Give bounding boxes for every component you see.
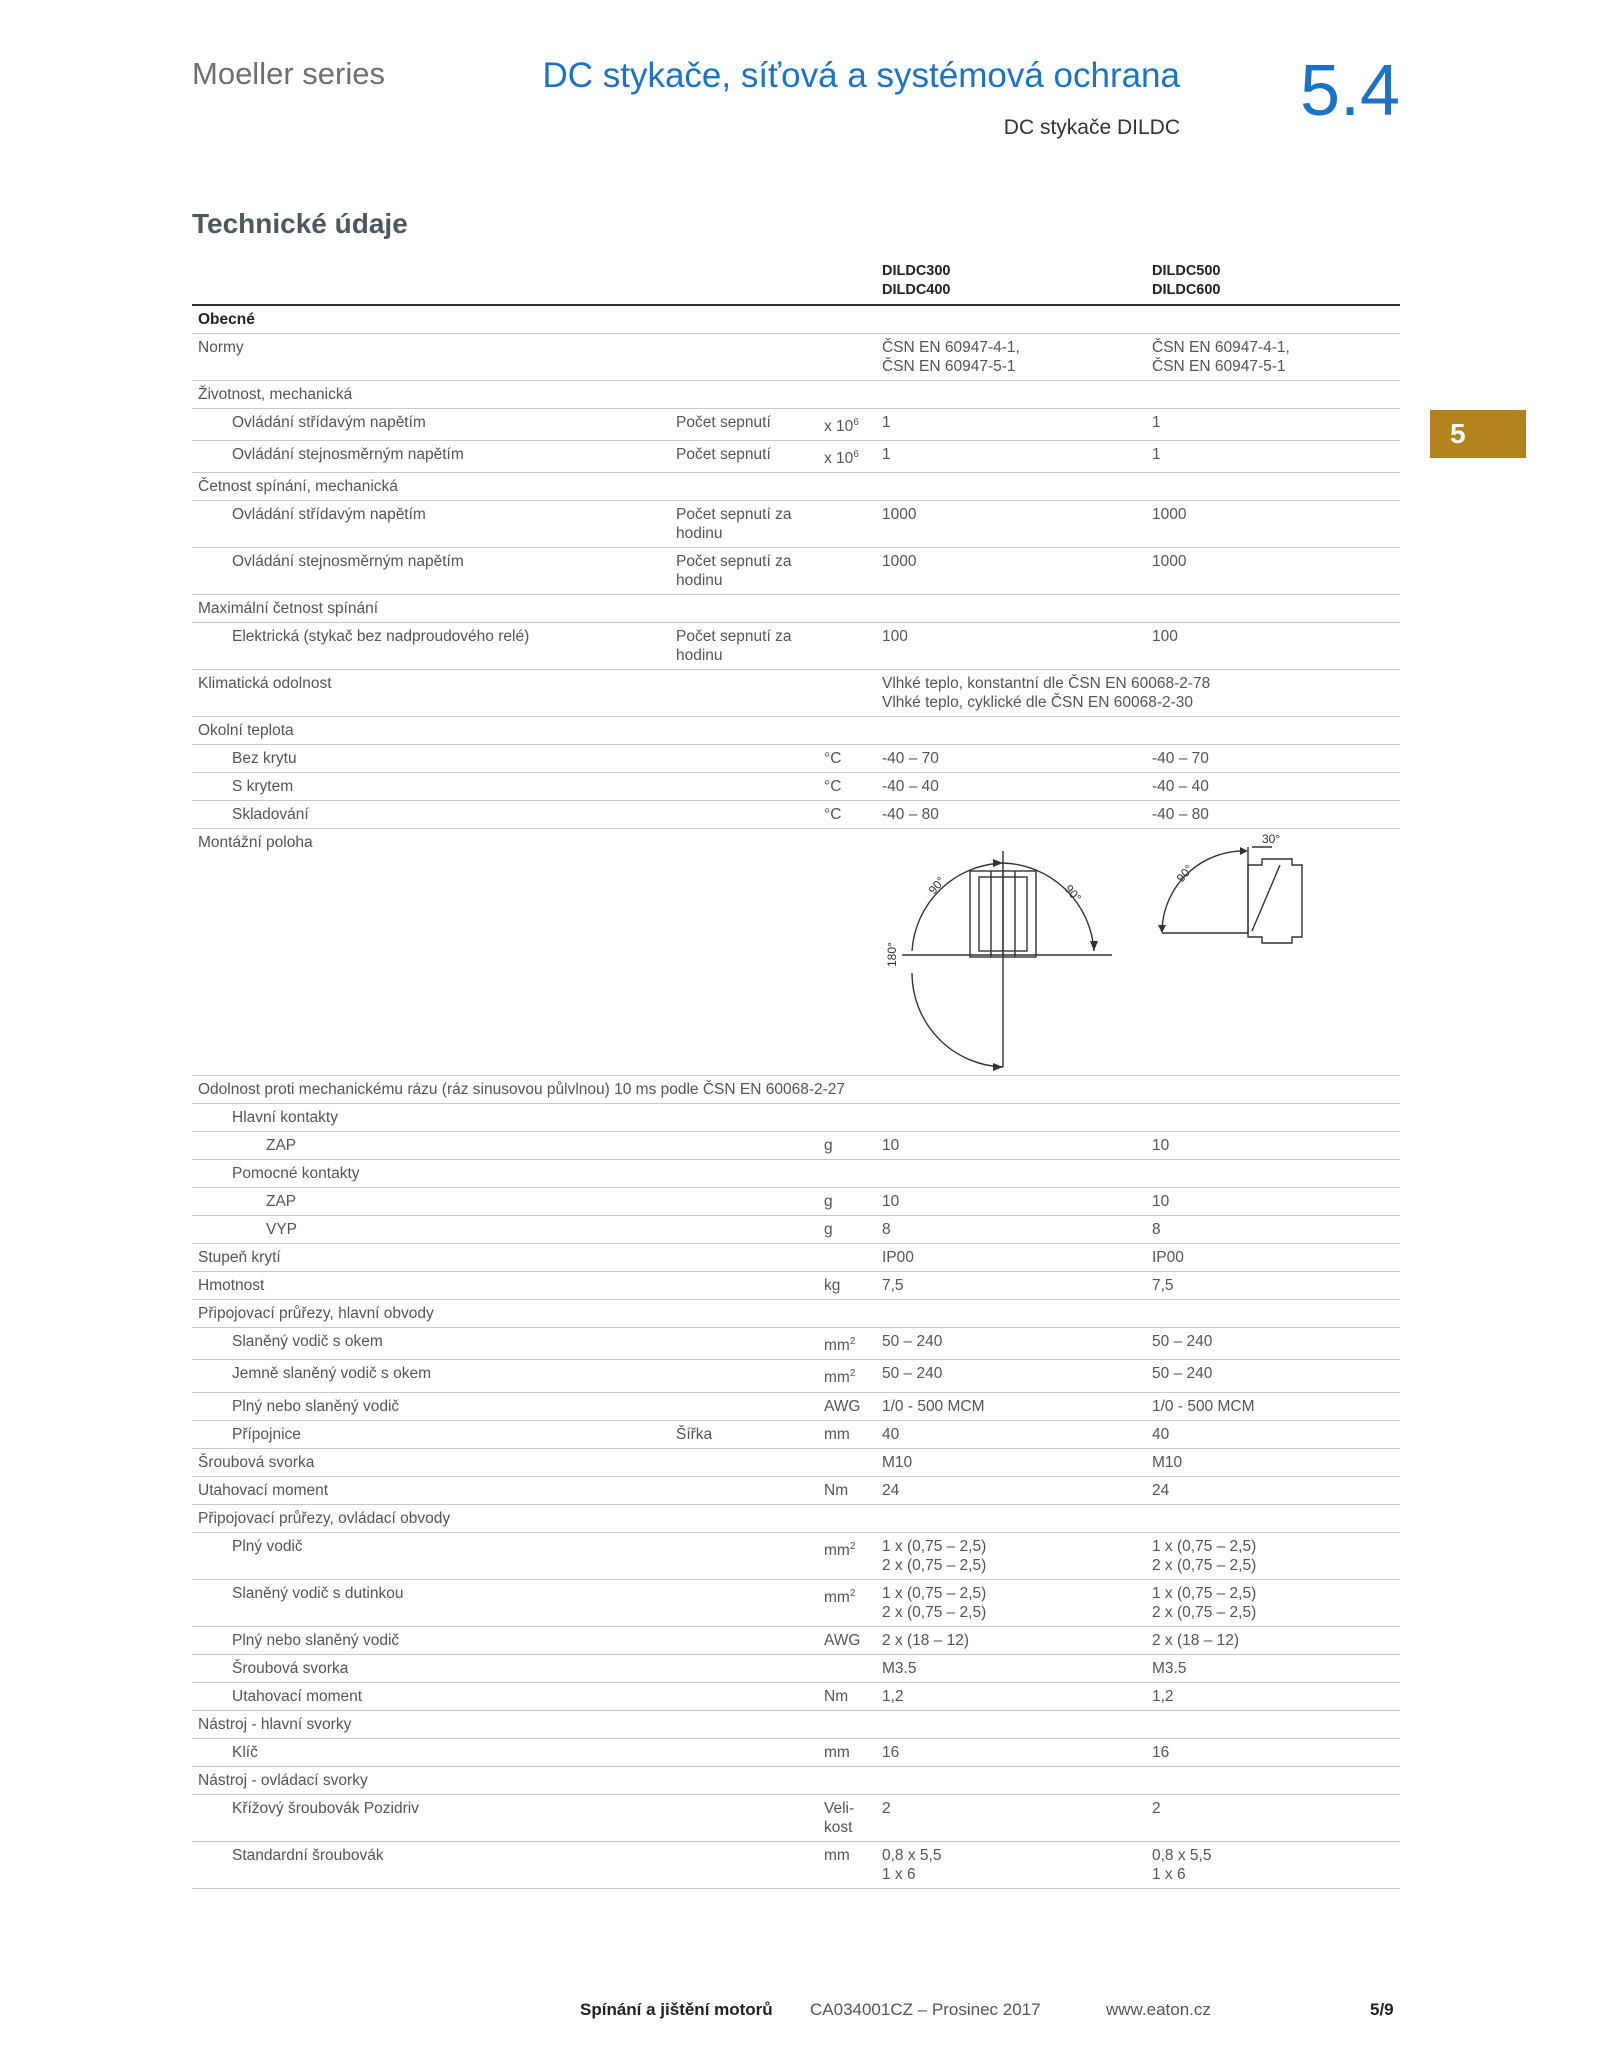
unit-text: mm <box>824 1369 850 1387</box>
unit-text: °C <box>824 750 842 768</box>
row-label: Standardní šroubovák <box>192 1841 670 1888</box>
row-label: VYP <box>192 1216 670 1244</box>
row-value-dildc500: 0,8 x 5,5 1 x 6 <box>1146 1841 1400 1888</box>
unit-text: Veli- kost <box>824 1799 855 1836</box>
row-sub <box>670 1132 818 1160</box>
row-unit <box>818 1794 876 1841</box>
row-unit <box>818 1476 876 1504</box>
row-value-dildc300: -40 – 70 <box>876 745 1146 773</box>
row-value-dildc500: 50 – 240 <box>1146 1360 1400 1392</box>
table-row <box>192 1504 1400 1532</box>
row-value-dildc500: IP00 <box>1146 1244 1400 1272</box>
column-header-dildc300: DILDC300 DILDC400 <box>876 258 1146 305</box>
unit-text: AWG <box>824 1397 861 1415</box>
row-value-dildc300 <box>876 1504 1146 1532</box>
table-row <box>192 473 1400 501</box>
row-label: Hlavní kontakty <box>192 1104 670 1132</box>
row-value-dildc300 <box>876 595 1146 623</box>
unit-text: kg <box>824 1277 841 1295</box>
row-unit <box>818 1272 876 1300</box>
row-value-dildc500: ČSN EN 60947-4-1, ČSN EN 60947-5-1 <box>1146 334 1400 381</box>
table-row <box>192 441 1400 473</box>
table-row <box>192 1216 1400 1244</box>
table-row <box>192 1300 1400 1328</box>
unit-text: x 10 <box>824 418 854 436</box>
row-label: Přípojnice <box>192 1420 670 1448</box>
row-value-dildc500: 1/0 - 500 MCM <box>1146 1392 1400 1420</box>
page-number: 5/9 <box>1370 2000 1394 2019</box>
row-unit <box>818 1841 876 1888</box>
row-unit <box>818 1738 876 1766</box>
row-label: Ovládání střídavým napětím <box>192 501 670 548</box>
chapter-tab[interactable]: 5 <box>1430 410 1526 458</box>
row-label: Montážní poloha <box>192 829 670 1076</box>
row-unit <box>818 1216 876 1244</box>
row-label: Plný vodič <box>192 1532 670 1579</box>
table-row <box>192 1654 1400 1682</box>
table-row <box>192 595 1400 623</box>
row-sub <box>670 717 818 745</box>
table-row <box>192 1579 1400 1626</box>
row-value-dildc300: M3.5 <box>876 1654 1146 1682</box>
row-sub <box>670 1216 818 1244</box>
row-value-dildc300 <box>876 1300 1146 1328</box>
unit-text: °C <box>824 778 842 796</box>
unit-text: g <box>824 1221 833 1239</box>
row-sub <box>670 1738 818 1766</box>
row-sub <box>670 473 818 501</box>
row-value-dildc500 <box>1146 717 1400 745</box>
table-row <box>192 1076 1400 1104</box>
row-unit <box>818 1300 876 1328</box>
row-sub <box>670 1328 818 1360</box>
unit-text: mm <box>824 1541 850 1559</box>
row-value-dildc500: 1 <box>1146 409 1400 441</box>
row-label: Stupeň krytí <box>192 1244 670 1272</box>
table-row <box>192 1532 1400 1579</box>
row-sub <box>670 670 818 717</box>
row-label: Skladování <box>192 801 670 829</box>
table-row <box>192 1188 1400 1216</box>
table-row <box>192 1132 1400 1160</box>
row-value-dildc500: M10 <box>1146 1448 1400 1476</box>
table-row <box>192 1244 1400 1272</box>
row-sub: Počet sepnutí <box>670 409 818 441</box>
row-value-dildc300: 2 x (18 – 12) <box>876 1626 1146 1654</box>
row-sub <box>670 1300 818 1328</box>
row-sub <box>670 829 818 1076</box>
row-sub <box>670 1654 818 1682</box>
table-row <box>192 501 1400 548</box>
row-sub: Šířka <box>670 1420 818 1448</box>
unit-superscript: 6 <box>853 417 859 428</box>
table-row <box>192 548 1400 595</box>
page-subtitle: DC stykače DILDC <box>1003 116 1180 139</box>
row-value-dildc500: 40 <box>1146 1420 1400 1448</box>
row-unit <box>818 1766 876 1794</box>
row-unit <box>818 745 876 773</box>
row-unit <box>818 501 876 548</box>
mounting-diagram-dildc500 <box>1146 829 1400 1076</box>
table-row <box>192 381 1400 409</box>
row-label: Elektrická (stykač bez nadproudového relé) <box>192 623 670 670</box>
row-label: Četnost spínání, mechanická <box>192 473 670 501</box>
mounting-position-diagram <box>1152 833 1352 953</box>
row-value-dildc300: 16 <box>876 1738 1146 1766</box>
row-value-dildc500: 1,2 <box>1146 1682 1400 1710</box>
row-value-dildc500: 1 <box>1146 441 1400 473</box>
mounting-position-diagram <box>882 833 1142 1073</box>
unit-superscript: 2 <box>849 1540 856 1552</box>
row-sub: Počet sepnutí za hodinu <box>670 623 818 670</box>
row-unit <box>818 1392 876 1420</box>
row-value-dildc500: M3.5 <box>1146 1654 1400 1682</box>
table-row <box>192 1794 1400 1841</box>
row-value-dildc500 <box>1146 1710 1400 1738</box>
row-label: Šroubová svorka <box>192 1654 670 1682</box>
column-header-dildc500: DILDC500 DILDC600 <box>1146 258 1400 305</box>
table-row <box>192 623 1400 670</box>
table-row <box>192 1738 1400 1766</box>
row-sub <box>670 773 818 801</box>
row-sub <box>670 1476 818 1504</box>
unit-text: Nm <box>824 1687 849 1705</box>
row-sub <box>670 1532 818 1579</box>
table-row <box>192 334 1400 381</box>
row-value-dildc300: 1000 <box>876 548 1146 595</box>
table-row <box>192 1766 1400 1794</box>
row-sub <box>670 1504 818 1532</box>
unit-text: x 10 <box>824 450 854 468</box>
row-value-dildc500: -40 – 80 <box>1146 801 1400 829</box>
row-value-dildc300: 1000 <box>876 501 1146 548</box>
table-row <box>192 1420 1400 1448</box>
row-unit <box>818 548 876 595</box>
row-label: Nástroj - hlavní svorky <box>192 1710 670 1738</box>
row-label: Jemně slaněný vodič s okem <box>192 1360 670 1392</box>
table-row <box>192 745 1400 773</box>
row-value-dildc500 <box>1146 1300 1400 1328</box>
row-sub <box>670 1188 818 1216</box>
row-unit <box>818 1710 876 1738</box>
table-row <box>192 409 1400 441</box>
row-value-dildc300: 2 <box>876 1794 1146 1841</box>
table-row <box>192 1328 1400 1360</box>
row-sub <box>670 381 818 409</box>
row-value-dildc300: 1 <box>876 409 1146 441</box>
table-row <box>192 1841 1400 1888</box>
row-unit <box>818 1160 876 1188</box>
angle-label-30: 30° <box>1262 833 1281 847</box>
row-value-dildc300: 10 <box>876 1132 1146 1160</box>
row-value-dildc500: 50 – 240 <box>1146 1328 1400 1360</box>
row-unit <box>818 1244 876 1272</box>
row-value-dildc300: 24 <box>876 1476 1146 1504</box>
row-sub <box>670 1579 818 1626</box>
row-label: ZAP <box>192 1188 670 1216</box>
row-value-dildc300 <box>876 1104 1146 1132</box>
row-sub <box>670 1392 818 1420</box>
row-label: Ovládání stejnosměrným napětím <box>192 548 670 595</box>
row-label: Utahovací moment <box>192 1476 670 1504</box>
row-value-dildc300 <box>876 1710 1146 1738</box>
row-value: Vlhké teplo, konstantní dle ČSN EN 60068-2-78 Vlhké teplo, cyklické dle ČSN EN 60068-2-30 <box>876 670 1400 717</box>
row-unit <box>818 1420 876 1448</box>
row-value-dildc300 <box>876 1160 1146 1188</box>
row-value-dildc500: 24 <box>1146 1476 1400 1504</box>
row-label: Pomocné kontakty <box>192 1160 670 1188</box>
mounting-diagram-dildc300 <box>876 829 1146 1076</box>
row-unit <box>818 595 876 623</box>
angle-label-90: 90° <box>1173 862 1196 886</box>
row-value-dildc500 <box>1146 1766 1400 1794</box>
header-spacer <box>192 258 670 305</box>
row-value-dildc500: 10 <box>1146 1132 1400 1160</box>
row-unit <box>818 670 876 717</box>
row-value-dildc300: M10 <box>876 1448 1146 1476</box>
section-number: 5.4 <box>1300 51 1401 131</box>
row-unit <box>818 1188 876 1216</box>
unit-superscript: 2 <box>849 1368 856 1380</box>
unit-text: mm <box>824 1588 850 1606</box>
row-unit <box>818 623 876 670</box>
row-unit <box>818 829 876 1076</box>
row-unit <box>818 441 876 473</box>
table-row <box>192 1448 1400 1476</box>
row-value-dildc500: 7,5 <box>1146 1272 1400 1300</box>
table-row <box>192 1360 1400 1392</box>
row-label: Nástroj - ovládací svorky <box>192 1766 670 1794</box>
row-sub <box>670 334 818 381</box>
header-spacer <box>818 258 876 305</box>
table-row <box>192 1710 1400 1738</box>
row-unit <box>818 1360 876 1392</box>
row-unit <box>818 1532 876 1579</box>
unit-text: mm <box>824 1846 850 1864</box>
row-unit <box>818 801 876 829</box>
row-unit <box>818 409 876 441</box>
page-title: DC stykače, síťová a systémová ochrana <box>542 56 1180 95</box>
row-value-dildc300: 40 <box>876 1420 1146 1448</box>
table-row <box>192 1272 1400 1300</box>
angle-label-90-right: 90° <box>1061 882 1085 906</box>
row-sub <box>670 1448 818 1476</box>
mount-wrap <box>882 833 1146 1071</box>
row-label: Plný nebo slaněný vodič <box>192 1392 670 1420</box>
mount-wrap <box>1152 833 1400 1071</box>
row-value-dildc300: 100 <box>876 623 1146 670</box>
unit-text: g <box>824 1137 833 1155</box>
table-row <box>192 1626 1400 1654</box>
row-unit <box>818 1328 876 1360</box>
row-sub <box>670 1682 818 1710</box>
row-value-dildc300: 1,2 <box>876 1682 1146 1710</box>
table-row <box>192 1476 1400 1504</box>
unit-text: Nm <box>824 1481 849 1499</box>
row-label: Normy <box>192 334 670 381</box>
row-unit <box>818 1579 876 1626</box>
row-label: Životnost, mechanická <box>192 381 670 409</box>
unit-superscript: 2 <box>849 1587 856 1599</box>
row-label: Slaněný vodič s okem <box>192 1328 670 1360</box>
footer-code: CA034001CZ – Prosinec 2017 <box>810 2000 1041 2019</box>
row-sub <box>670 1626 818 1654</box>
row-label: Ovládání stejnosměrným napětím <box>192 441 670 473</box>
table-row <box>192 1682 1400 1710</box>
row-sub <box>670 1272 818 1300</box>
row-unit <box>818 773 876 801</box>
row-value-dildc300 <box>876 1766 1146 1794</box>
row-label: Klimatická odolnost <box>192 670 670 717</box>
row-label: Utahovací moment <box>192 1682 670 1710</box>
row-sub <box>670 1766 818 1794</box>
row-value-dildc500: 10 <box>1146 1188 1400 1216</box>
unit-text: mm <box>824 1337 850 1355</box>
row-unit <box>818 1448 876 1476</box>
row-value-dildc500: 1 x (0,75 – 2,5) 2 x (0,75 – 2,5) <box>1146 1579 1400 1626</box>
row-unit <box>818 1626 876 1654</box>
table-row <box>192 670 1400 717</box>
row-label: Šroubová svorka <box>192 1448 670 1476</box>
row-value-dildc300: 1 x (0,75 – 2,5) 2 x (0,75 – 2,5) <box>876 1532 1146 1579</box>
row-value-dildc300: 50 – 240 <box>876 1360 1146 1392</box>
row-value-dildc300: 10 <box>876 1188 1146 1216</box>
row-value-dildc300 <box>876 717 1146 745</box>
row-sub <box>670 595 818 623</box>
section-label: Obecné <box>192 305 1400 334</box>
unit-text: mm <box>824 1743 850 1761</box>
row-sub <box>670 1104 818 1132</box>
unit-text: g <box>824 1193 833 1211</box>
row-unit <box>818 1504 876 1532</box>
row-value-dildc500 <box>1146 473 1400 501</box>
row-value-dildc500 <box>1146 381 1400 409</box>
row-unit <box>818 1682 876 1710</box>
row-value-dildc500: 1000 <box>1146 548 1400 595</box>
row-value-dildc300 <box>876 473 1146 501</box>
row-label: Odolnost proti mechanickému rázu (ráz sinusovou půlvlnou) 10 ms podle ČSN EN 60068-2-27 <box>192 1076 1400 1104</box>
row-unit <box>818 334 876 381</box>
row-value-dildc500 <box>1146 1504 1400 1532</box>
table-row <box>192 305 1400 334</box>
unit-superscript: 6 <box>853 449 859 461</box>
header-spacer <box>670 258 818 305</box>
row-value-dildc500: 16 <box>1146 1738 1400 1766</box>
table-row <box>192 829 1400 1076</box>
row-sub <box>670 1794 818 1841</box>
row-value-dildc500 <box>1146 1104 1400 1132</box>
row-sub <box>670 1710 818 1738</box>
unit-text: °C <box>824 806 842 824</box>
row-label: S krytem <box>192 773 670 801</box>
row-value-dildc500: 2 <box>1146 1794 1400 1841</box>
row-value-dildc500 <box>1146 595 1400 623</box>
row-label: ZAP <box>192 1132 670 1160</box>
row-sub <box>670 801 818 829</box>
row-sub: Počet sepnutí za hodinu <box>670 501 818 548</box>
row-unit <box>818 717 876 745</box>
row-value-dildc500: 2 x (18 – 12) <box>1146 1626 1400 1654</box>
table-row <box>192 717 1400 745</box>
footer-title: Spínání a jištění motorů <box>580 2000 773 2019</box>
row-value-dildc300: 1 <box>876 441 1146 473</box>
row-label: Bez krytu <box>192 745 670 773</box>
angle-label-180: 180° <box>885 942 899 968</box>
row-value-dildc500: 1 x (0,75 – 2,5) 2 x (0,75 – 2,5) <box>1146 1532 1400 1579</box>
row-value-dildc300: IP00 <box>876 1244 1146 1272</box>
row-value-dildc300: ČSN EN 60947-4-1, ČSN EN 60947-5-1 <box>876 334 1146 381</box>
row-label: Hmotnost <box>192 1272 670 1300</box>
spec-table <box>192 258 1400 1889</box>
row-sub: Počet sepnutí <box>670 441 818 473</box>
row-value-dildc500: 8 <box>1146 1216 1400 1244</box>
row-sub <box>670 745 818 773</box>
row-unit <box>818 1654 876 1682</box>
row-value-dildc500: 1000 <box>1146 501 1400 548</box>
angle-label-90-left: 90° <box>925 874 948 898</box>
unit-text: mm <box>824 1425 850 1443</box>
row-label: Ovládání střídavým napětím <box>192 409 670 441</box>
row-value-dildc500 <box>1146 1160 1400 1188</box>
row-sub <box>670 1244 818 1272</box>
row-value-dildc300: 8 <box>876 1216 1146 1244</box>
row-sub: Počet sepnutí za hodinu <box>670 548 818 595</box>
row-label: Slaněný vodič s dutinkou <box>192 1579 670 1626</box>
row-value-dildc500: -40 – 40 <box>1146 773 1400 801</box>
row-value-dildc300: 0,8 x 5,5 1 x 6 <box>876 1841 1146 1888</box>
row-value-dildc300: 1/0 - 500 MCM <box>876 1392 1146 1420</box>
row-value-dildc300 <box>876 381 1146 409</box>
section-heading: Technické údaje <box>192 208 408 239</box>
table-row <box>192 1104 1400 1132</box>
row-sub <box>670 1841 818 1888</box>
row-unit <box>818 1132 876 1160</box>
table-row <box>192 1160 1400 1188</box>
row-value-dildc300: 1 x (0,75 – 2,5) 2 x (0,75 – 2,5) <box>876 1579 1146 1626</box>
row-label: Křížový šroubovák Pozidriv <box>192 1794 670 1841</box>
footer-link[interactable]: www.eaton.cz <box>1106 2000 1211 2019</box>
row-label: Připojovací průřezy, hlavní obvody <box>192 1300 670 1328</box>
row-label: Maximální četnost spínání <box>192 595 670 623</box>
row-value-dildc300: 50 – 240 <box>876 1328 1146 1360</box>
series-name: Moeller series <box>192 56 385 91</box>
table-row <box>192 773 1400 801</box>
row-label: Plný nebo slaněný vodič <box>192 1626 670 1654</box>
row-label: Připojovací průřezy, ovládací obvody <box>192 1504 670 1532</box>
row-unit <box>818 381 876 409</box>
unit-superscript: 2 <box>849 1336 856 1348</box>
row-value-dildc300: 7,5 <box>876 1272 1146 1300</box>
row-value-dildc500: -40 – 70 <box>1146 745 1400 773</box>
row-unit <box>818 1104 876 1132</box>
row-sub <box>670 1360 818 1392</box>
unit-text: AWG <box>824 1631 861 1649</box>
row-label: Klíč <box>192 1738 670 1766</box>
table-row <box>192 801 1400 829</box>
row-value-dildc300: -40 – 80 <box>876 801 1146 829</box>
row-unit <box>818 473 876 501</box>
row-sub <box>670 1160 818 1188</box>
row-value-dildc300: -40 – 40 <box>876 773 1146 801</box>
row-label: Okolní teplota <box>192 717 670 745</box>
row-value-dildc500: 100 <box>1146 623 1400 670</box>
table-header-row <box>192 258 1400 305</box>
table-row <box>192 1392 1400 1420</box>
